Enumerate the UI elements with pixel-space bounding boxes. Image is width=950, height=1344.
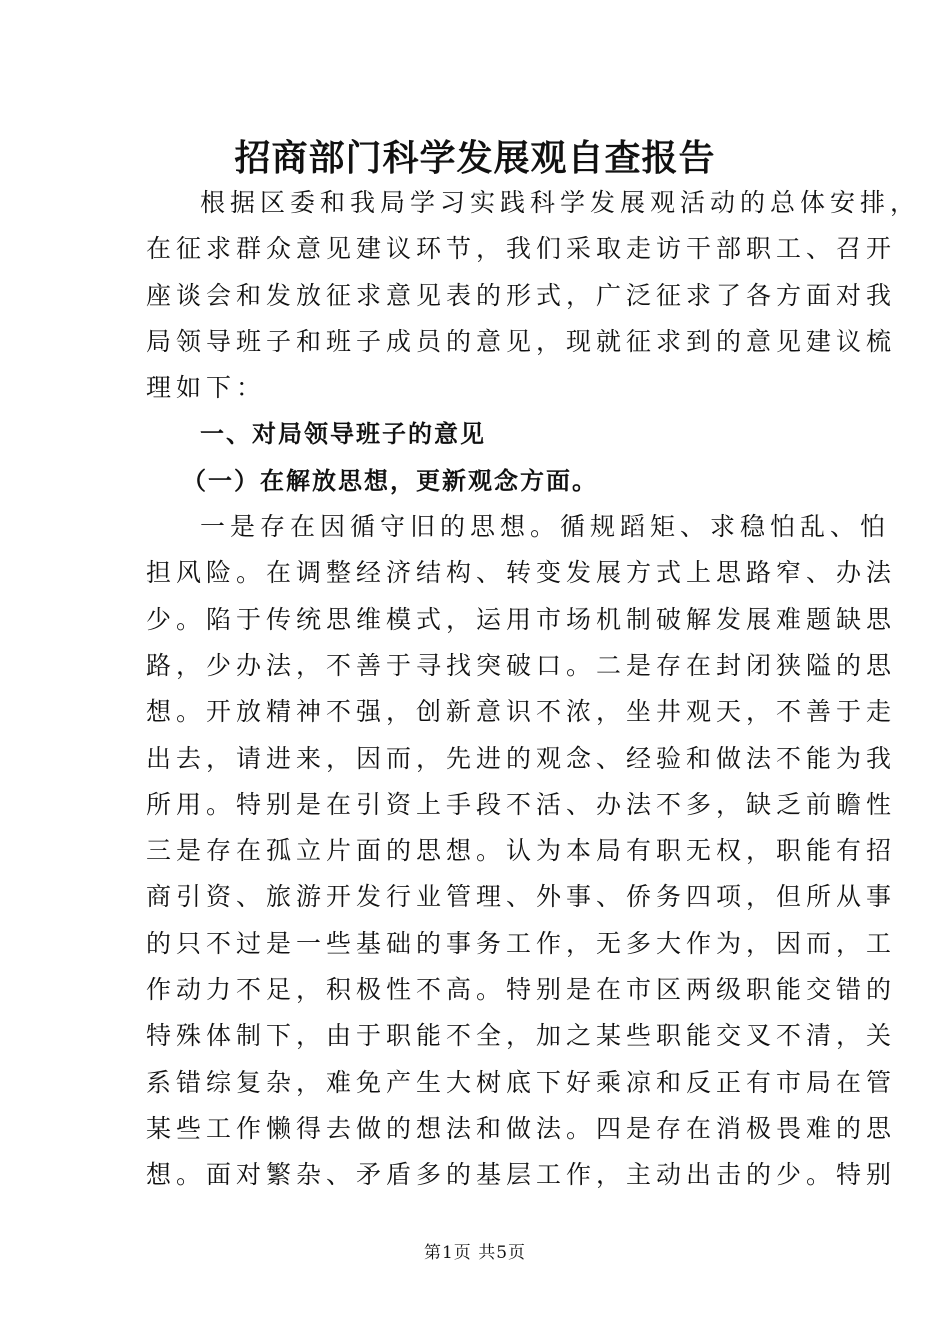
page-number-footer: 第1页 共5页 [423, 1243, 527, 1263]
subsection-heading: （一）在解放思想，更新观念方面。 [182, 466, 598, 495]
paragraph-line: 一是存在因循守旧的思想。循规蹈矩、求稳怕乱、怕 [200, 512, 891, 542]
document-body [146, 180, 921, 1199]
paragraph-line: 所用。特别是在引资上手段不活、办法不多，缺乏前瞻性 [146, 789, 897, 819]
paragraph-line: 某些工作懒得去做的想法和做法。四是存在消极畏难的思 [146, 1113, 897, 1143]
paragraph-line: 特殊体制下，由于职能不全，加之某些职能交叉不清，关 [146, 1021, 897, 1051]
paragraph-line: 想。面对繁杂、矛盾多的基层工作，主动出击的少。特别 [146, 1160, 897, 1190]
paragraph-line: 作动力不足，积极性不高。特别是在市区两级职能交错的 [146, 975, 897, 1005]
paragraph-line: 的只不过是一些基础的事务工作，无多大作为，因而，工 [146, 928, 897, 958]
paragraph-line: 路，少办法，不善于寻找突破口。二是存在封闭狭隘的思 [146, 650, 897, 680]
document-title: 招商部门科学发展观自查报告 [234, 137, 716, 179]
paragraph-line: 系错综复杂，难免产生大树底下好乘凉和反正有市局在管 [146, 1067, 897, 1097]
paragraph-line: 座谈会和发放征求意见表的形式，广泛征求了各方面对我 [146, 280, 897, 310]
paragraph-line: 理如下： [146, 373, 267, 403]
section-heading: 一、对局领导班子的意见 [200, 420, 486, 449]
paragraph-line: 想。开放精神不强，创新意识不浓，坐井观天，不善于走 [146, 697, 897, 727]
paragraph-line: 根据区委和我局学习实践科学发展观活动的总体安排， [200, 188, 921, 217]
paragraph-line: 担风险。在调整经济结构、转变发展方式上思路窄、办法 [146, 558, 897, 588]
paragraph-line: 局领导班子和班子成员的意见，现就征求到的意见建议梳 [146, 326, 897, 356]
paragraph-line: 三是存在孤立片面的思想。认为本局有职无权，职能有招 [146, 836, 897, 866]
paragraph-line: 少。陷于传统思维模式，运用市场机制破解发展难题缺思 [146, 604, 897, 634]
paragraph-line: 出去，请进来，因而，先进的观念、经验和做法不能为我 [146, 743, 897, 773]
paragraph-line: 在征求群众意见建议环节，我们采取走访干部职工、召开 [146, 234, 897, 264]
paragraph-line: 商引资、旅游开发行业管理、外事、侨务四项，但所从事 [146, 882, 897, 912]
